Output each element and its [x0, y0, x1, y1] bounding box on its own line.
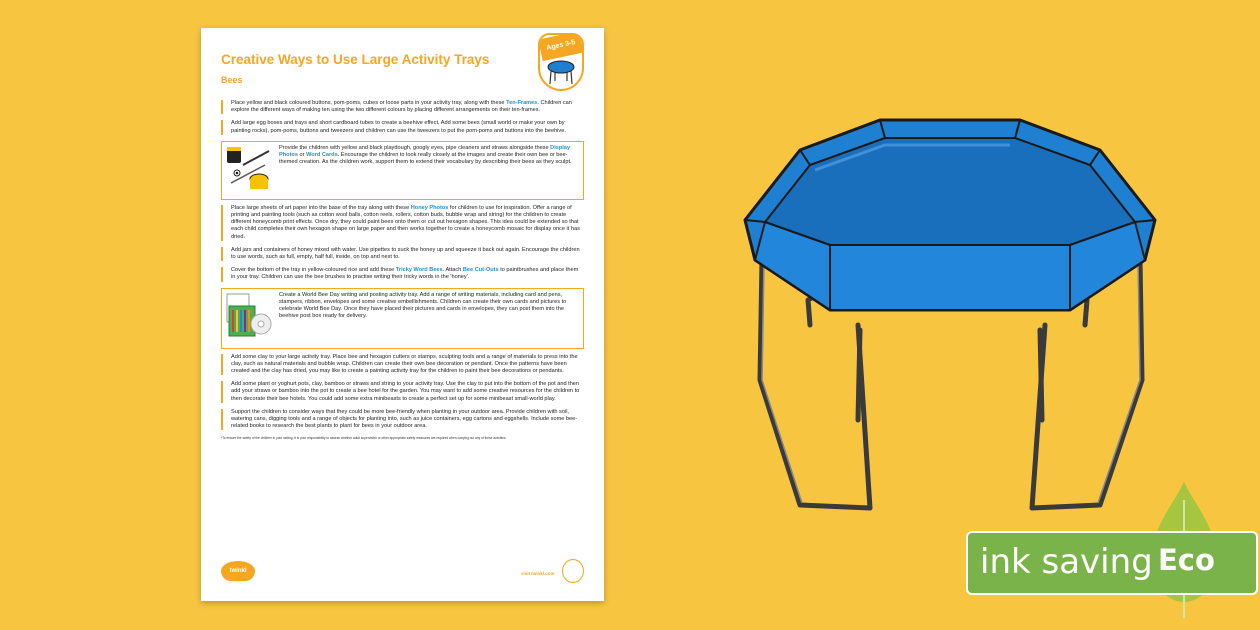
twinkl-logo: twinkl — [221, 561, 255, 581]
activity-paragraph: Add large egg boxes and trays and short cardboard tubes to create a beehive effect. Add some bees (small world or make your own by painting rocks), pom-poms, buttons and tweezers and children can use the tweezers to put the pom-poms and buttons into the beehive. — [231, 120, 584, 134]
bee-cut-outs-link[interactable]: Bee Cut-Outs — [462, 267, 499, 274]
ink-saving-label: ink saving — [980, 542, 1153, 582]
activity-paragraph: Add some plant or yoghurt pots, clay, bamboo or straws and string to your activity tray. Use the clay to put into the bottom of the pot and then add your straws or bamboo into the pot to create a bee hotel for the garden. You may want to add some creative resources for the children to then decorate their bee hotels. You could add some extra minibeasts to create a perfect set up for some minibeast small-world play. — [231, 381, 584, 403]
quality-stamp-icon — [562, 559, 584, 583]
featured-activity-box — [221, 288, 584, 349]
activity-paragraph: Place large sheets of art paper into the base of the tray along with these Honey Photos for children to use for inspiration. Offer a range of printing and painting tools (such as cotton wool balls, cotton reels, rollers, cotton buds, bubble wrap and string) for the children to create different honeycomb print effects. Once dry, they could paint bees onto them or cut out hexagon shapes. This idea could be extended so that each child completes their own hexagon shape on large paper and then works together to create a honeycomb mosaic for display once it has dried. — [231, 205, 584, 241]
writing-materials-image — [225, 292, 273, 345]
ten-frames-link[interactable]: Ten-Frames — [506, 100, 538, 106]
activity-list — [221, 100, 584, 444]
age-badge — [538, 33, 584, 91]
activity-paragraph: Place yellow and black coloured buttons, pom-poms, cubes or loose parts in your activity tray, along with these Ten-Frames. Children can explore the different ways of making ten using the two different colours by placing different arrangements on their ten-frames. — [231, 100, 584, 114]
playdough-image — [225, 145, 273, 196]
safety-disclaimer: *To ensure the safety of the children in your setting, it is your responsibility to assess whether adult supervision or other appropriate safety measures are required when carrying out any of these activities. — [221, 436, 507, 441]
activity-paragraph: Add some clay to your large activity tray. Place bee and hexagon cutters or stamps, sculpting tools and a range of materials to press into the clay, such as natural materials and bubble wrap. Children can create their own bee decoration or pendant. Once the patterns have been created and the clay has dried, you may like to create a painting activity tray for the children to paint their bee decorations or pendants. — [231, 354, 584, 376]
activity-tray-illustration — [740, 110, 1160, 520]
age-badge-label: Ages 3-5 — [538, 33, 584, 61]
activity-paragraph: Add jars and containers of honey mixed with water. Use pipettes to suck the honey up and squeeze it back out again. Encourage the children to use words, such as full, empty, half full, inside, on top and next to. — [231, 247, 584, 261]
word-cards-link[interactable]: Word Cards — [306, 152, 338, 159]
activity-paragraph: Cover the bottom of the tray in yellow-coloured rice and add these Tricky Word Bees. Attach Bee Cut-Outs to paintbrushes and place them in your tray. Children can use the bee brushes to practise writing their tricky words in the 'honey'. — [231, 267, 584, 281]
tricky-word-bees-link[interactable]: Tricky Word Bees — [395, 267, 443, 274]
featured-activity-text: Create a World Bee Day writing and posting activity tray. Add a range of writing materials, including card and pens, stampers, ribbon, envelopes and some creative embellishments. Children can create their own cards and pictures to celebrate World Bee Day. Once they have placed their pictures and cards in envelopes, they can post them into the beehive post box ready for delivery. — [279, 291, 567, 320]
worksheet-preview — [201, 28, 604, 601]
featured-activity-text: Provide the children with yellow and black playdough, googly eyes, pipe cleaners and straws alongside these Display Photos or Word Cards. Encourage the children to look really closely at the images and create their own bee or bee-themed creation. As the children work, support them to extend their vocabulary by describing their bees as they sculpt. — [279, 144, 572, 166]
honey-photos-link[interactable]: Honey Photos — [410, 204, 449, 211]
document-footer — [221, 559, 584, 585]
eco-label: Eco — [1158, 543, 1215, 577]
display-photos-link[interactable]: Display Photos — [279, 144, 571, 159]
document-subtitle: Bees — [221, 75, 243, 85]
activity-paragraph: Support the children to consider ways that they could be more bee-friendly when planting in your outdoor area. Provide children with soil, watering cans, digging tools and a range of objects for planting into, such as juice containers, egg cartons and eggshells. Include some bee-related books to research the best plants to plant for bees in your outdoor area. — [231, 409, 584, 431]
tray-thumbnail-icon — [546, 59, 576, 85]
document-title: Creative Ways to Use Large Activity Trays — [221, 52, 490, 67]
featured-activity-box — [221, 141, 584, 200]
footer-url[interactable]: visit twinkl.com — [521, 571, 555, 576]
